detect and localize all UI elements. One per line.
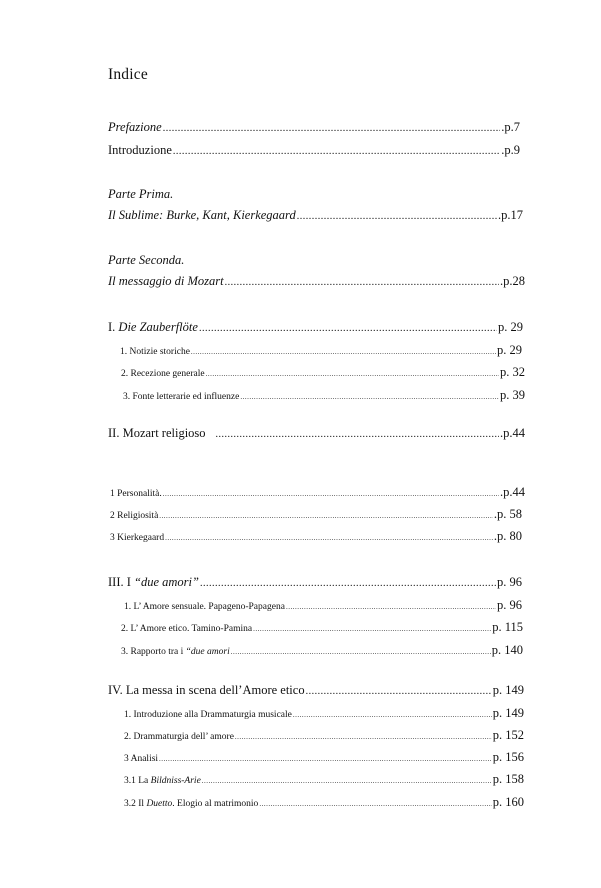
toc-page-number: p. 115 bbox=[492, 620, 523, 634]
page-title: Indice bbox=[108, 66, 148, 83]
toc-page-number: p. 152 bbox=[492, 728, 524, 742]
toc-entry-4-3-1[interactable] bbox=[124, 772, 524, 787]
toc-label: I. Die Zauberflöte bbox=[108, 320, 198, 334]
section-heading-parte-seconda: Parte Seconda. bbox=[108, 253, 185, 267]
toc-label: Il Sublime: Burke, Kant, Kierkegaard bbox=[108, 208, 296, 222]
toc-entry-chapter-1[interactable] bbox=[108, 320, 523, 335]
toc-label: 3. Rapporto tra i “due amori bbox=[121, 647, 230, 657]
toc-entry-sublime[interactable] bbox=[108, 208, 523, 223]
toc-entry-4-3-2[interactable] bbox=[124, 795, 524, 810]
toc-entry-1-2[interactable] bbox=[121, 365, 525, 380]
leader-dots bbox=[173, 146, 500, 157]
leader-dots bbox=[235, 733, 492, 741]
leader-dots bbox=[159, 512, 493, 520]
leader-dots bbox=[231, 648, 491, 656]
toc-entry-3-3[interactable] bbox=[121, 643, 523, 658]
toc-label: 1 Personalità. bbox=[110, 489, 162, 499]
toc-entry-introduzione[interactable] bbox=[108, 143, 520, 158]
leader-dots bbox=[200, 578, 496, 589]
leader-dots bbox=[259, 800, 491, 808]
toc-page-number: p. 160 bbox=[492, 795, 524, 809]
toc-entry-1-1[interactable] bbox=[120, 343, 522, 358]
leader-dots bbox=[297, 211, 497, 222]
toc-label: IV. La messa in scena dell’Amore etico bbox=[108, 683, 305, 697]
toc-page-number: .p.17 bbox=[498, 208, 523, 222]
toc-label: 1. Notizie storiche bbox=[120, 347, 190, 357]
toc-label: III. I “due amori” bbox=[108, 575, 199, 589]
toc-page-number: p. 32 bbox=[500, 365, 525, 379]
toc-page-number: p. 96 bbox=[497, 575, 522, 589]
leader-dots bbox=[306, 686, 492, 697]
toc-page-number: p. 149 bbox=[492, 683, 524, 697]
toc-page-number: .p.44 bbox=[500, 485, 525, 499]
leader-dots bbox=[163, 123, 501, 134]
toc-page-number: p. 29 bbox=[498, 320, 523, 334]
leader-dots bbox=[286, 603, 496, 611]
toc-label: Prefazione bbox=[108, 120, 162, 134]
toc-entry-messaggio[interactable] bbox=[108, 274, 525, 289]
leader-dots bbox=[216, 429, 499, 440]
toc-label: 3 Kierkegaard bbox=[110, 533, 165, 543]
toc-entry-2-1[interactable] bbox=[110, 485, 525, 500]
toc-entry-2-3[interactable] bbox=[110, 529, 522, 544]
toc-page-number: .p.28 bbox=[500, 274, 525, 288]
toc-label: 3. Fonte letterarie ed influenze bbox=[123, 392, 240, 402]
toc-page-number: p. 29 bbox=[497, 343, 522, 357]
toc-entry-1-3[interactable] bbox=[123, 388, 525, 403]
toc-entry-4-2[interactable] bbox=[124, 728, 524, 743]
leader-dots bbox=[202, 777, 492, 785]
toc-label: Introduzione bbox=[108, 143, 172, 157]
toc-entry-chapter-3[interactable] bbox=[108, 575, 522, 590]
leader-dots bbox=[253, 625, 491, 633]
toc-page-number: .p.9 bbox=[501, 143, 520, 157]
toc-entry-chapter-4[interactable] bbox=[108, 683, 524, 698]
leader-dots bbox=[240, 393, 499, 401]
toc-page-number: p. 156 bbox=[492, 750, 524, 764]
leader-dots bbox=[165, 534, 493, 542]
toc-page-number: .p.44 bbox=[500, 426, 525, 440]
toc-entry-prefazione[interactable] bbox=[108, 120, 520, 135]
toc-label: 2. L’ Amore etico. Tamino-Pamina bbox=[121, 624, 253, 634]
toc-label: II. Mozart religioso bbox=[108, 426, 206, 440]
toc-label: 3 Analisi bbox=[124, 754, 159, 764]
toc-entry-3-2[interactable] bbox=[121, 620, 523, 635]
toc-entry-3-1[interactable] bbox=[124, 598, 522, 613]
toc-page-number: p. 149 bbox=[492, 706, 524, 720]
toc-entry-2-2[interactable] bbox=[110, 507, 522, 522]
toc-label: 2 Religiosità bbox=[110, 511, 159, 521]
leader-dots bbox=[293, 711, 492, 719]
toc-label: 2. Recezione generale bbox=[121, 369, 205, 379]
leader-dots bbox=[225, 277, 499, 288]
toc-label: Il messaggio di Mozart bbox=[108, 274, 224, 288]
toc-page-number: .p. 58 bbox=[493, 507, 522, 521]
toc-entry-4-1[interactable] bbox=[124, 706, 524, 721]
toc-label: 3.1 La Bildniss-Arie bbox=[124, 776, 201, 786]
toc-label: 2. Drammaturgia dell’ amore bbox=[124, 732, 234, 742]
leader-dots bbox=[163, 490, 499, 498]
toc-entry-4-3[interactable] bbox=[124, 750, 524, 765]
leader-dots bbox=[206, 370, 499, 378]
leader-dots bbox=[191, 348, 496, 356]
toc-page-number: p. 158 bbox=[492, 772, 524, 786]
toc-page-number: .p.7 bbox=[501, 120, 520, 134]
toc-entry-chapter-2[interactable] bbox=[108, 426, 525, 441]
toc-page-number: .p. 80 bbox=[493, 529, 522, 543]
leader-dots bbox=[199, 323, 497, 334]
toc-page-number: p. 39 bbox=[500, 388, 525, 402]
toc-label: 3.2 Il Duetto. Elogio al matrimonio bbox=[124, 799, 259, 809]
toc-label: 1. Introduzione alla Drammaturgia musicale bbox=[124, 710, 292, 720]
leader-dots bbox=[159, 755, 492, 763]
section-heading-parte-prima: Parte Prima. bbox=[108, 187, 174, 201]
toc-page-number: p. 140 bbox=[491, 643, 523, 657]
toc-label: 1. L’ Amore sensuale. Papageno-Papagena bbox=[124, 602, 285, 612]
toc-page-number: p. 96 bbox=[497, 598, 522, 612]
